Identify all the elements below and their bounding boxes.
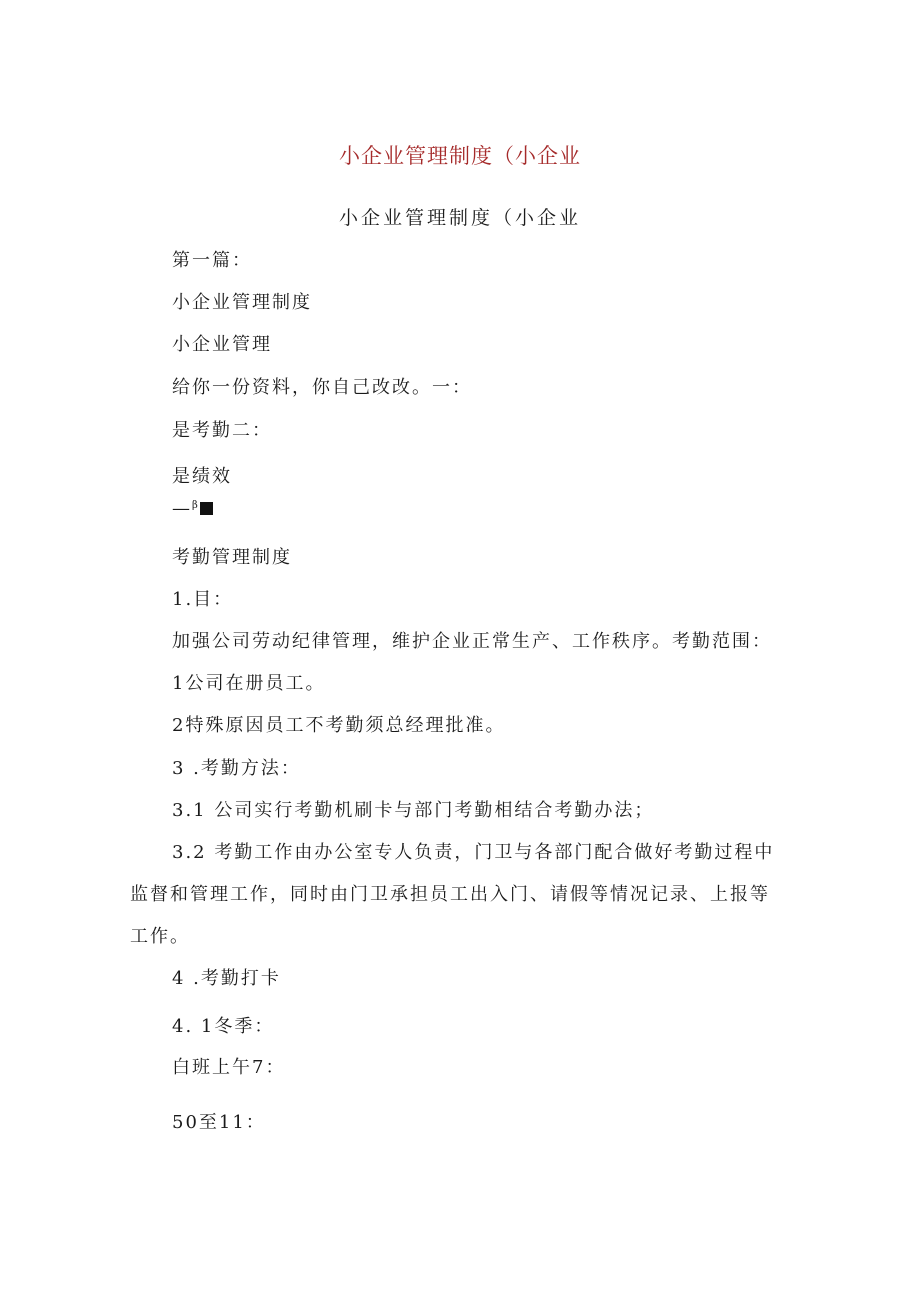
text-line: 1公司在册员工。 <box>172 673 326 694</box>
text-line: 是绩效 <box>172 466 232 487</box>
text-line: 1.目： <box>172 589 234 610</box>
text-line: 3.2 考勤工作由办公室专人负责，门卫与各部门配合做好考勤过程中 <box>172 842 775 863</box>
text-line: 第一篇： <box>172 250 252 271</box>
beta-glyph: β <box>192 500 198 511</box>
document-title: 小企业管理制度（小企业 <box>339 144 581 168</box>
text-line: 是考勤二： <box>172 420 272 441</box>
section-heading: 考勤管理制度 <box>172 547 292 568</box>
text-line: 50至11： <box>172 1112 266 1133</box>
text-line: 3.1 公司实行考勤机刷卡与部门考勤相结合考勤办法； <box>172 800 655 821</box>
text-line: 4 .考勤打卡 <box>172 968 281 989</box>
text-line: 工作。 <box>130 926 190 947</box>
text-line: 4. 1冬季： <box>172 1016 275 1037</box>
text-line: 2特殊原因员工不考勤须总经理批准。 <box>172 715 506 736</box>
text-line: 给你一份资料，你自己改改。一： <box>172 377 472 398</box>
text-line: 监督和管理工作，同时由门卫承担员工出入门、请假等情况记录、上报等 <box>130 884 770 905</box>
text-line: 加强公司劳动纪律管理，维护企业正常生产、工作秩序。考勤范围： <box>172 631 772 652</box>
symbol-mark <box>172 498 213 519</box>
dash-glyph: — <box>172 498 190 519</box>
document-subtitle: 小企业管理制度（小企业 <box>338 207 581 229</box>
text-line: 白班上午7： <box>172 1057 286 1078</box>
text-line: 3 .考勤方法： <box>172 758 301 779</box>
black-square-icon <box>200 502 213 515</box>
text-line: 小企业管理 <box>172 334 272 355</box>
text-line: 小企业管理制度 <box>172 292 312 313</box>
